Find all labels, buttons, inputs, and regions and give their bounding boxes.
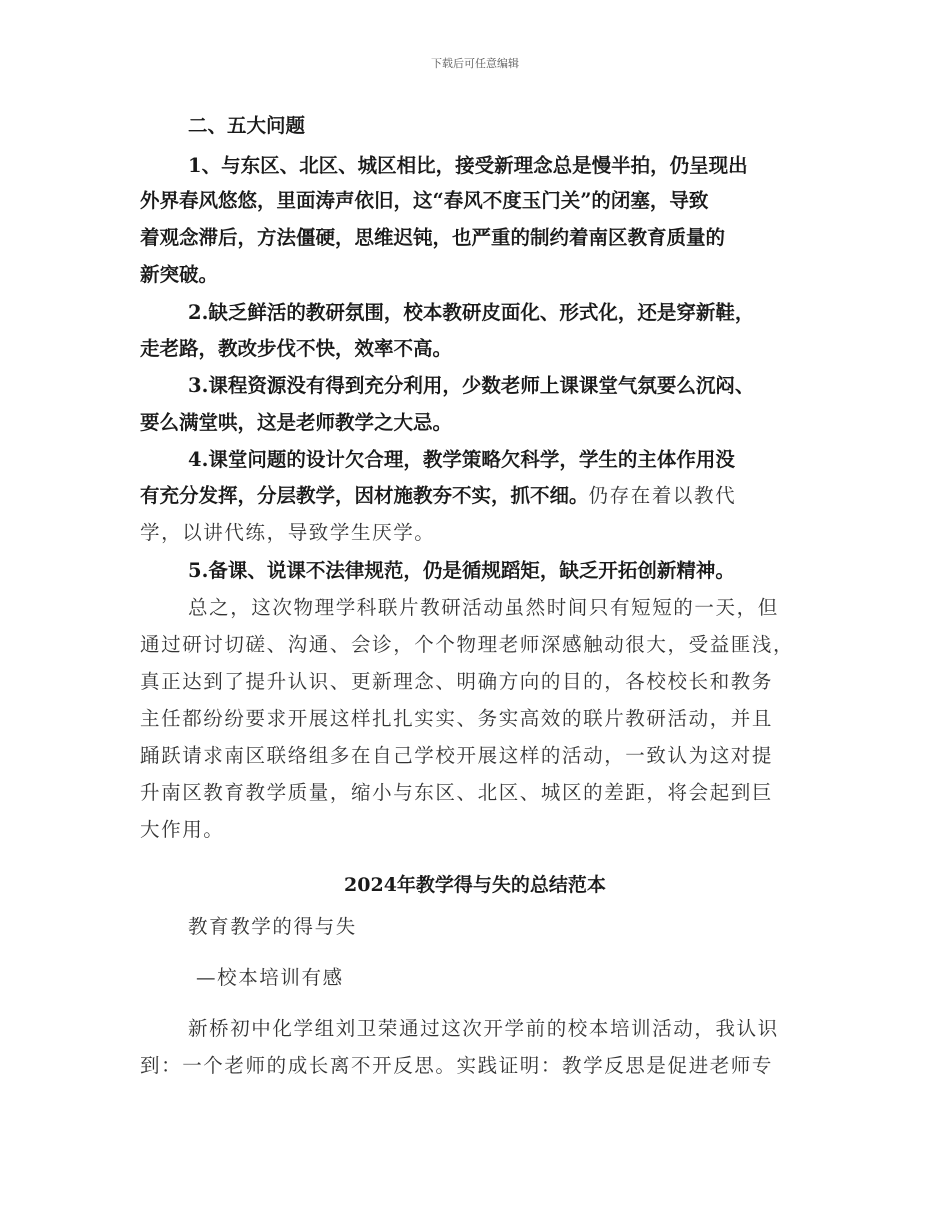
subtitle-1: 教育教学的得与失 bbox=[188, 915, 357, 938]
document-title: 2024年教学得与失的总结范本 bbox=[344, 874, 606, 896]
body-line-2: 到：一个老师的成长离不开反思。实践证明：教学反思是促进老师专 bbox=[140, 1054, 774, 1077]
paragraph-2-line-1: 2.缺乏鲜活的教研氛围，校本教研皮面化、形式化，还是穿新鞋， bbox=[188, 301, 755, 324]
summary-line-5: 踊跃请求南区联络组多在自己学校开展这样的活动，一致认为这对提 bbox=[140, 744, 774, 767]
summary-line-2: 通过研讨切磋、沟通、会诊，个个物理老师深感触动很大，受益匪浅， bbox=[140, 633, 795, 656]
paragraph-2-line-2: 走老路，教改步伐不快，效率不高。 bbox=[140, 337, 453, 360]
summary-line-7: 大作用。 bbox=[140, 818, 225, 841]
section-heading: 二、五大问题 bbox=[188, 114, 306, 137]
paragraph-4-line-2-bold: 有充分发挥，分层教学，因材施教夯不实，抓不细。 bbox=[140, 484, 589, 507]
summary-line-1: 总之，这次物理学科联片教研活动虽然时间只有短短的一天，但 bbox=[188, 596, 779, 619]
paragraph-4-line-2-normal: 仍存在着以教代 bbox=[588, 484, 737, 507]
summary-line-4: 主任都纷纷要求开展这样扎扎实实、务实高效的联片教研活动，并且 bbox=[140, 707, 774, 730]
page-header: 下载后可任意编辑 bbox=[431, 57, 519, 70]
body-line-1: 新桥初中化学组刘卫荣通过这次开学前的校本培训活动，我认识 bbox=[188, 1017, 779, 1040]
paragraph-4-line-2 bbox=[140, 483, 736, 509]
paragraph-4-line-3: 学，以讲代练，导致学生厌学。 bbox=[140, 521, 436, 544]
summary-line-3: 真正达到了提升认识、更新理念、明确方向的目的，各校校长和教务 bbox=[140, 670, 774, 693]
paragraph-1-line-2: 外界春风悠悠，里面涛声依旧，这“春风不度玉门关”的闭塞，导致 bbox=[140, 189, 709, 212]
paragraph-1-line-4: 新突破。 bbox=[140, 263, 219, 286]
summary-line-6: 升南区教育教学质量，缩小与东区、北区、城区的差距，将会起到巨 bbox=[140, 781, 774, 804]
paragraph-1-line-3: 着观念滞后，方法僵硬，思维迟钝，也严重的制约着南区教育质量的 bbox=[140, 226, 726, 249]
paragraph-3-line-2: 要么满堂哄，这是老师教学之大忌。 bbox=[140, 411, 453, 434]
paragraph-4-line-1: 4.课堂问题的设计欠合理，教学策略欠科学，学生的主体作用没 bbox=[188, 448, 735, 471]
paragraph-1-line-1: 1、与东区、北区、城区相比，接受新理念总是慢半拍，仍呈现出 bbox=[188, 154, 748, 177]
paragraph-5: 5.备课、说课不法律规范，仍是循规蹈矩，缺乏开拓创新精神。 bbox=[188, 559, 735, 582]
paragraph-3-line-1: 3.课程资源没有得到充分利用，少数老师上课课堂气氛要么沉闷、 bbox=[188, 374, 755, 397]
subtitle-2: —校本培训有感 bbox=[196, 966, 344, 989]
